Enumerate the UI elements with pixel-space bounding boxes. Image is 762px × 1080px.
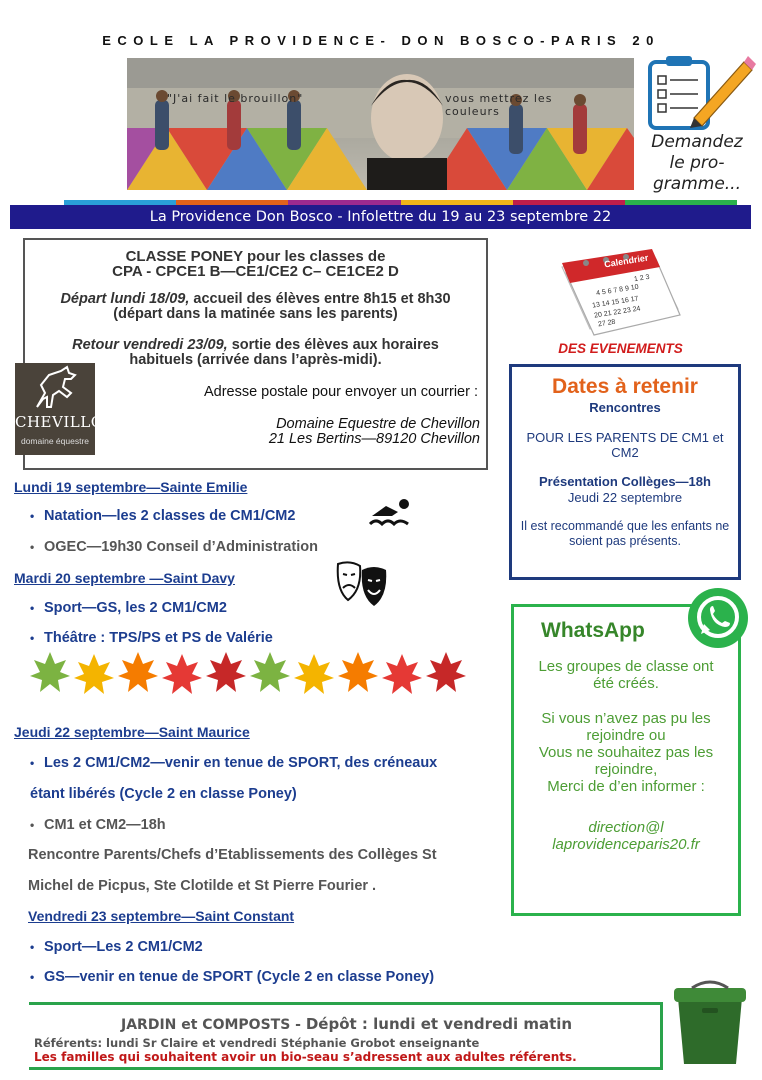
- dates-date: Jeudi 22 septembre: [567, 490, 683, 505]
- dates-note: Il est recommandé que les enfants ne soient pas présents.: [520, 519, 730, 548]
- theatre-masks-icon: [332, 560, 392, 623]
- autumn-leaves-decoration: [28, 648, 476, 704]
- lundi-item-natation-text: Natation—les 2 classes de CM1/CM2: [44, 508, 296, 524]
- mardi-item-theatre-text: Théâtre : TPS/PS et PS de Valérie: [44, 630, 273, 646]
- swimmer-icon: [368, 498, 412, 533]
- checklist-pencil-icon: [636, 48, 756, 132]
- poney-adresse-line2: 21 Les Bertins—89120 Chevillon: [268, 431, 480, 447]
- whatsapp-p4: Merci de d’en informer :: [547, 778, 705, 795]
- dates-a-retenir-box: [509, 364, 741, 580]
- whatsapp-title: WhatsApp: [541, 619, 645, 642]
- calendar-row4: 20 21 22 23 24: [593, 305, 641, 320]
- calendar-label: Calendrier: [603, 252, 650, 270]
- mardi-heading: Mardi 20 septembre —Saint Davy: [14, 570, 235, 586]
- chevillon-logo: [15, 363, 118, 455]
- jeudi-item-cm1cm2-text: Les 2 CM1/CM2—venir en tenue de SPORT, des créneaux: [44, 755, 438, 771]
- poney-retour-detail: sortie des élèves aux horaires: [227, 337, 439, 353]
- lundi-item-ogec: [30, 539, 318, 555]
- bullet: •: [30, 756, 35, 770]
- bullet: •: [30, 970, 35, 984]
- poney-adresse-label: Adresse postale pour envoyer un courrier :: [203, 384, 478, 400]
- jeudi-item-cm1cm2: [30, 755, 437, 771]
- poney-title-line2: CPA - CPCE1 B—CE1/CE2 C– CE1CE2 D: [112, 263, 399, 280]
- jeudi-item-18h: [30, 817, 166, 833]
- jeudi-text-line2: Michel de Picpus, Ste Clotilde et St Pierre Fourier .: [28, 878, 377, 894]
- vendredi-item-gs: [30, 969, 434, 985]
- lundi-item-ogec-text: OGEC—19h30 Conseil d’Administration: [44, 539, 318, 555]
- banner-quote-right: vous mettrez les couleurs: [445, 92, 553, 118]
- whatsapp-p3: Vous ne souhaitez pas les rejoindre,: [538, 744, 714, 778]
- dates-title: Dates à retenir: [552, 375, 698, 398]
- dates-subtitle: Rencontres: [589, 400, 661, 415]
- jeudi-heading: Jeudi 22 septembre—Saint Maurice: [14, 724, 250, 740]
- jeudi-text-line1: Rencontre Parents/Chefs d’Etablissements des Collèges St: [28, 847, 437, 863]
- bullet: •: [30, 509, 35, 523]
- dates-pour: POUR LES PARENTS DE CM1 et CM2: [526, 430, 724, 460]
- poney-depart-line2: (départ dans la matinée sans les parents): [113, 306, 398, 322]
- banner-mural: [127, 58, 634, 190]
- calendar-clipart: [556, 245, 682, 337]
- calendar-row2: 4 5 6 7 8 9 10: [595, 283, 640, 298]
- calendar-row5: 27 28: [597, 318, 616, 329]
- des-evenements-caption: DES EVENEMENTS: [558, 341, 683, 356]
- poney-retour-date: Retour vendredi 23/09,: [72, 337, 228, 353]
- vendredi-heading: Vendredi 23 septembre—Saint Constant: [28, 908, 295, 924]
- whatsapp-icon: [688, 588, 748, 648]
- dates-presentation: Présentation Collèges—18h: [539, 474, 711, 489]
- banner-image: [127, 58, 634, 190]
- programme-text: Demandez le pro-gramme...: [651, 132, 743, 194]
- poney-depart-date: Départ lundi 18/09,: [60, 291, 190, 307]
- vendredi-item-sport: [30, 939, 203, 955]
- poney-depart-detail: accueil des élèves entre 8h15 et 8h30: [189, 291, 451, 307]
- programme-clipart: [636, 48, 756, 198]
- poney-depart: [25, 292, 486, 307]
- calendar-row3: 13 14 15 16 17: [591, 295, 639, 310]
- lundi-heading: Lundi 19 septembre—Sainte Emilie: [14, 479, 248, 495]
- banner-quote-left: "J'ai fait le brouillon": [167, 92, 304, 105]
- jardin-title: [121, 1015, 572, 1033]
- infolettre-bar: La Providence Don Bosco - Infolettre du 19 au 23 septembre 22: [10, 205, 751, 229]
- compost-bin-icon: [672, 980, 748, 1066]
- horse-icon: [15, 363, 95, 413]
- vendredi-item-sport-text: Sport—Les 2 CM1/CM2: [44, 939, 203, 955]
- whatsapp-p1: Les groupes de classe ont été créés.: [538, 658, 714, 692]
- vendredi-item-gs-text: GS—venir en tenue de SPORT (Cycle 2 en classe Poney): [44, 969, 435, 985]
- bullet: •: [30, 540, 35, 554]
- poney-title-line1: CLASSE PONEY pour les classes de: [125, 248, 386, 265]
- whatsapp-p2: Si vous n’avez pas pu les rejoindre ou: [541, 710, 711, 744]
- jardin-composts-box: [29, 1002, 663, 1070]
- jardin-title-depot: Dépôt : lundi et vendredi matin: [305, 1015, 573, 1033]
- jardin-referents: Référents: lundi Sr Claire et vendredi Stéphanie Grobot enseignante: [34, 1036, 480, 1050]
- poney-retour-line2: habituels (arrivée dans l’après-midi).: [129, 352, 382, 368]
- bullet: •: [30, 601, 35, 615]
- whatsapp-email2[interactable]: laprovidenceparis20.fr: [552, 836, 700, 853]
- bullet: •: [30, 940, 35, 954]
- whatsapp-email1[interactable]: direction@l: [588, 819, 664, 836]
- jeudi-item-cm1cm2-line2: étant libérés (Cycle 2 en classe Poney): [30, 786, 297, 802]
- mardi-item-sport: [30, 600, 227, 616]
- chevillon-logo-sub: domaine équestre: [20, 436, 90, 446]
- poney-retour: [25, 338, 486, 353]
- bullet: •: [30, 631, 35, 645]
- lundi-item-natation: [30, 508, 295, 524]
- calendar-row1: 1 2 3: [633, 273, 651, 284]
- jeudi-item-18h-text: CM1 et CM2—18h: [44, 817, 166, 833]
- mardi-item-sport-text: Sport—GS, les 2 CM1/CM2: [44, 600, 227, 616]
- chevillon-logo-title: CHEVILLON: [15, 413, 118, 431]
- jardin-title-lead: JARDIN et COMPOSTS -: [121, 1017, 306, 1033]
- school-title: ECOLE LA PROVIDENCE- DON BOSCO-PARIS 20: [102, 33, 660, 48]
- jardin-familles: Les familles qui souhaitent avoir un bio-seau s’adressent aux adultes référents.: [34, 1050, 577, 1064]
- whatsapp-box: [511, 604, 741, 916]
- mardi-item-theatre: [30, 630, 273, 646]
- poney-adresse-line1: Domaine Equestre de Chevillon: [276, 416, 480, 432]
- bullet: •: [30, 818, 35, 832]
